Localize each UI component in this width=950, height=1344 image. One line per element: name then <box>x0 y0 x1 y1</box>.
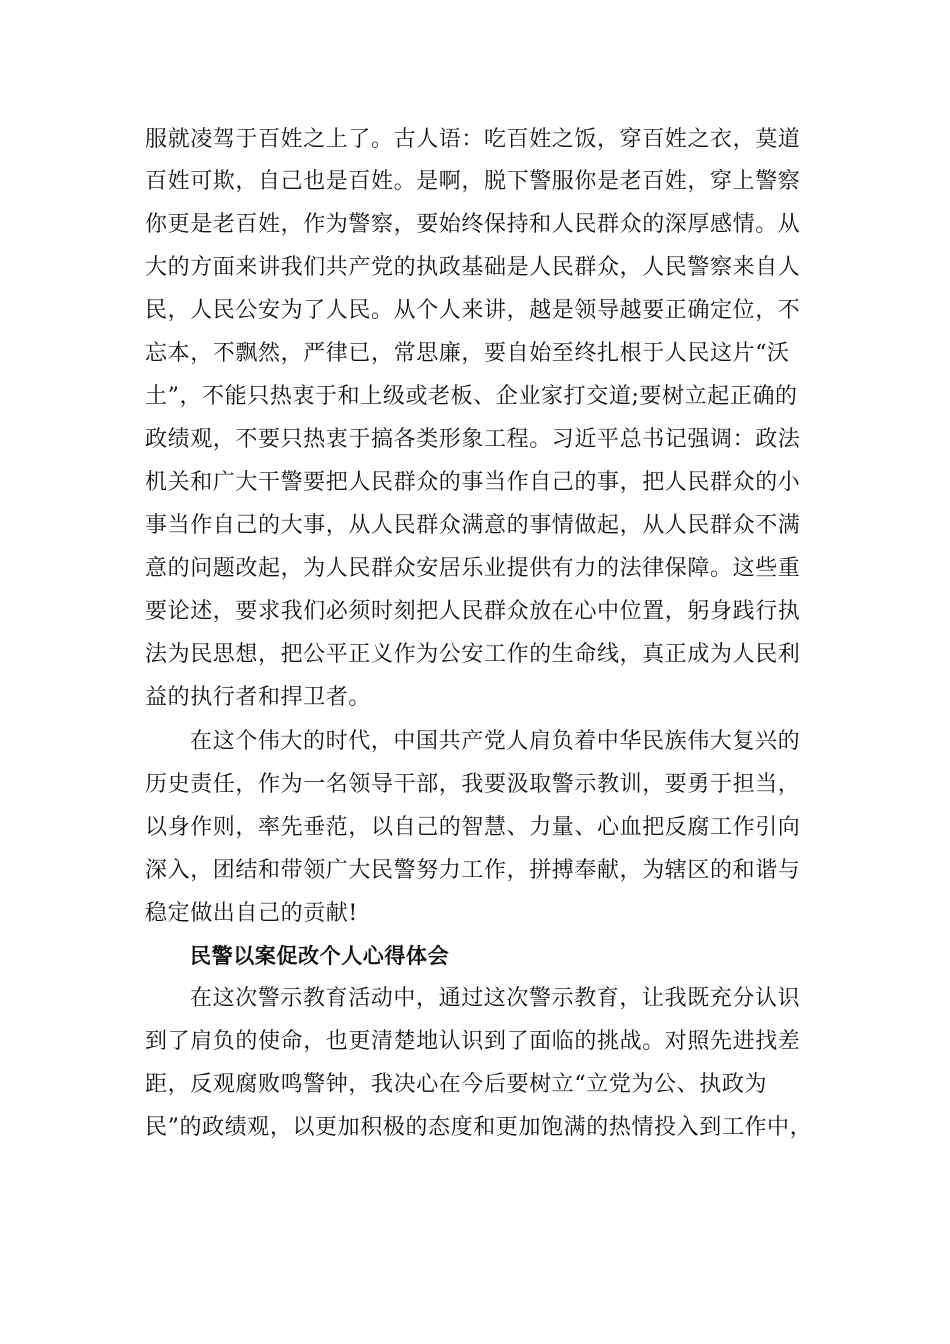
text-line: 民”的政绩观，以更加积极的态度和更加饱满的热情投入到工作中， <box>145 1115 813 1140</box>
text-line: 百姓可欺，自己也是百姓。是啊，脱下警服你是老百姓，穿上警察 <box>145 169 801 194</box>
paragraph-first-line: 在这个伟大的时代，中国共产党人肩负着中华民族伟大复兴的 <box>190 729 801 754</box>
text-line: 法为民思想，把公平正义作为公安工作的生命线，真正成为人民利 <box>145 642 801 667</box>
text-line: 稳定做出自己的贡献! <box>145 901 358 926</box>
text-line: 到了肩负的使命，也更清楚地认识到了面临的挑战。对照先进找差 <box>145 1029 801 1054</box>
text-line: 历史责任，作为一名领导干部，我要汲取警示教训，要勇于担当， <box>145 772 801 797</box>
text-line: 机关和广大干警要把人民群众的事当作自己的事，把人民群众的小 <box>145 470 801 495</box>
text-line: 以身作则，率先垂范，以自己的智慧、力量、心血把反腐工作引向 <box>145 815 801 840</box>
text-line: 事当作自己的大事，从人民群众满意的事情做起，从人民群众不满 <box>145 513 801 538</box>
text-line: 忘本，不飘然，严律已，常思廉，要自始至终扎根于人民这片“沃 <box>145 341 790 366</box>
section-heading: 民警以案促改个人心得体会 <box>190 944 450 968</box>
paragraph-first-line: 在这次警示教育活动中，通过这次警示教育，让我既充分认识 <box>190 986 801 1011</box>
text-line: 要论述，要求我们必须时刻把人民群众放在心中位置，躬身践行执 <box>145 599 801 624</box>
text-line: 大的方面来讲我们共产党的执政基础是人民群众，人民警察来自人 <box>145 255 801 280</box>
text-line: 民，人民公安为了人民。从个人来讲，越是领导越要正确定位，不 <box>145 298 801 323</box>
text-line: 你更是老百姓，作为警察，要始终保持和人民群众的深厚感情。从 <box>145 212 801 237</box>
text-line: 服就凌驾于百姓之上了。古人语：吃百姓之饭，穿百姓之衣，莫道 <box>145 127 801 152</box>
text-line: 深入，团结和带领广大民警努力工作，拼搏奉献，为辖区的和谐与 <box>145 858 801 883</box>
text-line: 距，反观腐败鸣警钟，我决心在今后要树立“立党为公、执政为 <box>145 1072 768 1097</box>
text-line: 政绩观，不要只热衷于搞各类形象工程。习近平总书记强调：政法 <box>145 427 801 452</box>
text-line: 益的执行者和捍卫者。 <box>145 685 372 710</box>
text-line: 意的问题改起，为人民群众安居乐业提供有力的法律保障。这些重 <box>145 556 801 581</box>
text-line: 土”，不能只热衷于和上级或老板、企业家打交道;要树立起正确的 <box>145 384 798 409</box>
